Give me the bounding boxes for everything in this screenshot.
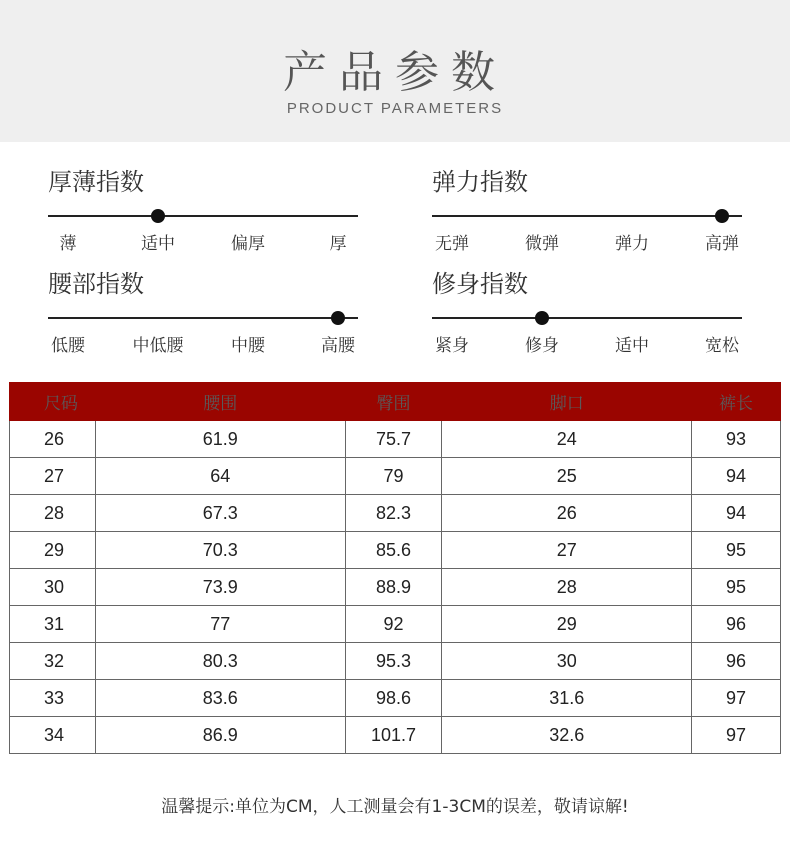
table-cell: 86.9 — [95, 717, 345, 754]
scale-label: 偏厚 — [231, 234, 265, 254]
table-cell: 92 — [345, 606, 442, 643]
scale-track — [48, 317, 358, 319]
table-cell: 80.3 — [95, 643, 345, 680]
table-cell: 75.7 — [345, 421, 442, 458]
scale-track — [48, 215, 358, 217]
table-cell: 95 — [692, 532, 781, 569]
table-cell: 94 — [692, 458, 781, 495]
scale-marker — [715, 209, 729, 223]
scale-thickness — [48, 167, 358, 254]
table-cell: 83.6 — [95, 680, 345, 717]
column-header: 臀围 — [345, 383, 442, 421]
table-cell: 73.9 — [95, 569, 345, 606]
column-header: 裤长 — [692, 383, 781, 421]
page-title: 产品参数 — [283, 47, 507, 98]
header-band — [0, 0, 790, 142]
table-cell: 82.3 — [345, 495, 442, 532]
table-cell: 30 — [10, 569, 96, 606]
table-cell: 95 — [692, 569, 781, 606]
scale-label: 适中 — [141, 234, 175, 254]
scale-label: 高弹 — [705, 234, 739, 254]
scale-title: 厚薄指数 — [48, 168, 144, 196]
scale-title: 弹力指数 — [432, 168, 528, 196]
scale-label: 无弹 — [435, 234, 469, 254]
column-header: 尺码 — [10, 383, 96, 421]
table-row — [10, 532, 781, 569]
scale-waist — [48, 269, 358, 356]
scale-label: 低腰 — [51, 336, 85, 356]
table-row — [10, 495, 781, 532]
table-cell: 30 — [442, 643, 692, 680]
table-cell: 24 — [442, 421, 692, 458]
table-cell: 27 — [10, 458, 96, 495]
table-cell: 96 — [692, 606, 781, 643]
scale-label: 厚 — [329, 234, 347, 254]
size-table — [9, 382, 781, 754]
scale-label: 薄 — [59, 234, 77, 254]
table-cell: 96 — [692, 643, 781, 680]
scale-fit — [432, 269, 742, 356]
measurement-note: 温馨提示:单位为CM，人工测量会有1-3CM的误差，敬请谅解! — [161, 797, 629, 817]
scale-label: 微弹 — [525, 234, 559, 254]
table-cell: 32.6 — [442, 717, 692, 754]
scale-label: 修身 — [525, 336, 559, 356]
table-cell: 31.6 — [442, 680, 692, 717]
table-header-row — [10, 383, 781, 421]
table-row — [10, 680, 781, 717]
table-cell: 88.9 — [345, 569, 442, 606]
column-header: 脚口 — [442, 383, 692, 421]
table-cell: 95.3 — [345, 643, 442, 680]
table-cell: 79 — [345, 458, 442, 495]
table-cell: 97 — [692, 717, 781, 754]
scale-marker — [535, 311, 549, 325]
table-cell: 31 — [10, 606, 96, 643]
table-cell: 61.9 — [95, 421, 345, 458]
scale-title: 修身指数 — [432, 270, 528, 298]
scale-label: 中腰 — [231, 336, 265, 356]
table-row — [10, 643, 781, 680]
table-cell: 28 — [10, 495, 96, 532]
table-cell: 28 — [442, 569, 692, 606]
column-header: 腰围 — [95, 383, 345, 421]
table-cell: 98.6 — [345, 680, 442, 717]
scale-track — [432, 215, 742, 217]
scale-label: 高腰 — [321, 336, 355, 356]
table-cell: 94 — [692, 495, 781, 532]
table-cell: 27 — [442, 532, 692, 569]
scale-marker — [151, 209, 165, 223]
scale-label: 弹力 — [615, 234, 649, 254]
table-cell: 33 — [10, 680, 96, 717]
table-row — [10, 458, 781, 495]
table-cell: 34 — [10, 717, 96, 754]
table-cell: 101.7 — [345, 717, 442, 754]
table-row — [10, 717, 781, 754]
scale-marker — [331, 311, 345, 325]
scale-title: 腰部指数 — [48, 270, 144, 298]
table-cell: 97 — [692, 680, 781, 717]
table-cell: 25 — [442, 458, 692, 495]
page-subtitle: PRODUCT PARAMETERS — [286, 100, 504, 117]
scale-label: 紧身 — [435, 336, 469, 356]
table-cell: 26 — [442, 495, 692, 532]
table-cell: 29 — [442, 606, 692, 643]
table-cell: 70.3 — [95, 532, 345, 569]
table-row — [10, 606, 781, 643]
scale-label: 适中 — [615, 336, 649, 356]
table-cell: 26 — [10, 421, 96, 458]
scale-label: 中低腰 — [132, 336, 184, 356]
table-cell: 64 — [95, 458, 345, 495]
table-cell: 93 — [692, 421, 781, 458]
table-row — [10, 569, 781, 606]
table-cell: 67.3 — [95, 495, 345, 532]
table-cell: 29 — [10, 532, 96, 569]
table-cell: 77 — [95, 606, 345, 643]
table-cell: 85.6 — [345, 532, 442, 569]
scale-elasticity — [432, 167, 742, 254]
table-cell: 32 — [10, 643, 96, 680]
table-row — [10, 421, 781, 458]
scale-track — [432, 317, 742, 319]
scale-label: 宽松 — [705, 336, 739, 356]
